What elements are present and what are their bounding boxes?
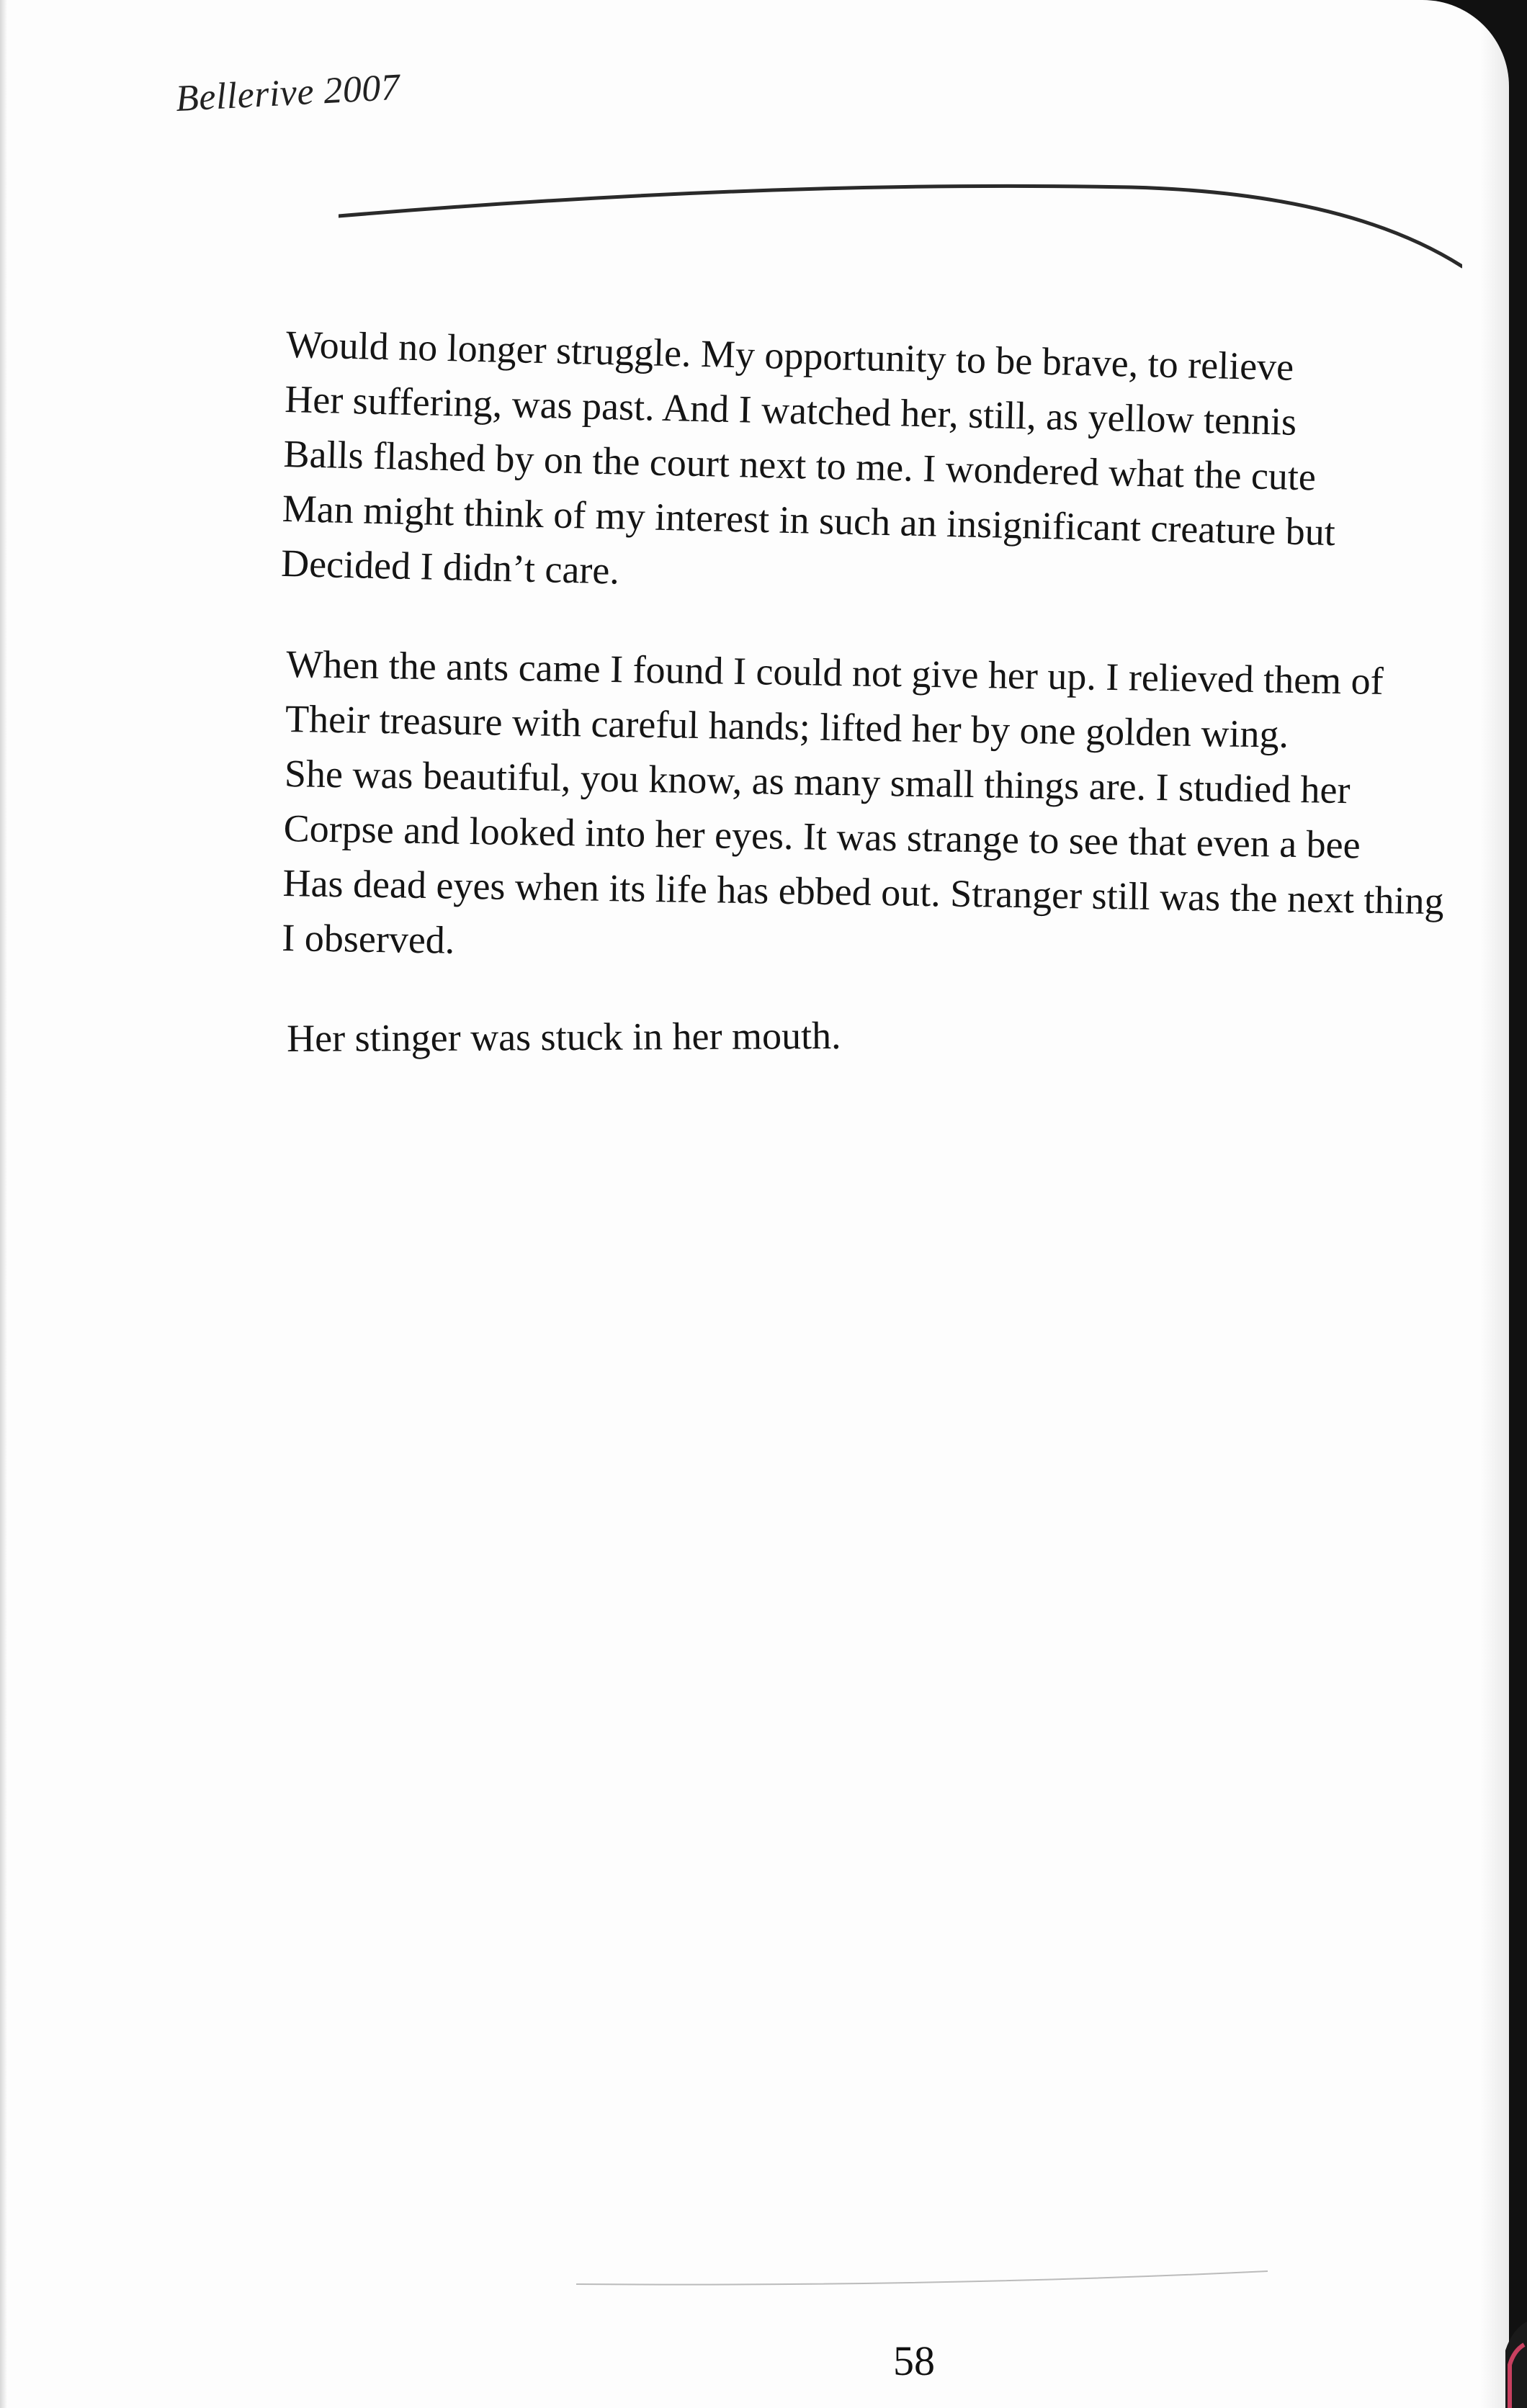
paragraph-2: When the ants came I found I could not give her up. I relieved them of Their treasure with careful hands; lifted her by one golden wing. She was beautiful, you know, as many small things are. I studied her Corpse and looked into her eyes. It was strange to see that even a bee Has dead eyes when its life has ebbed out. Stranger still was the next thing I observed. [281, 642, 1445, 962]
body-text [280, 317, 1454, 1112]
cover-edge-art [1462, 2307, 1527, 2408]
header-rule [339, 173, 1462, 274]
page-edge-shadow [1480, 0, 1509, 2408]
running-head: Bellerive 2007 [174, 66, 401, 120]
spine-shadow [0, 0, 7, 2408]
paragraph-3: Her stinger was stuck in her mouth. [287, 1013, 841, 1060]
paragraph-1: Would no longer struggle. My opportunity to be brave, to relieve Her suffering, was past. And I watched her, still, as yellow tennis Balls flashed by on the court next to me. I wondered what the cute Man might think of my interest in such an insignificant creature but Decided I didn’t care. [280, 322, 1336, 593]
footer-rule [576, 2268, 1268, 2290]
page-number: 58 [893, 2337, 935, 2384]
